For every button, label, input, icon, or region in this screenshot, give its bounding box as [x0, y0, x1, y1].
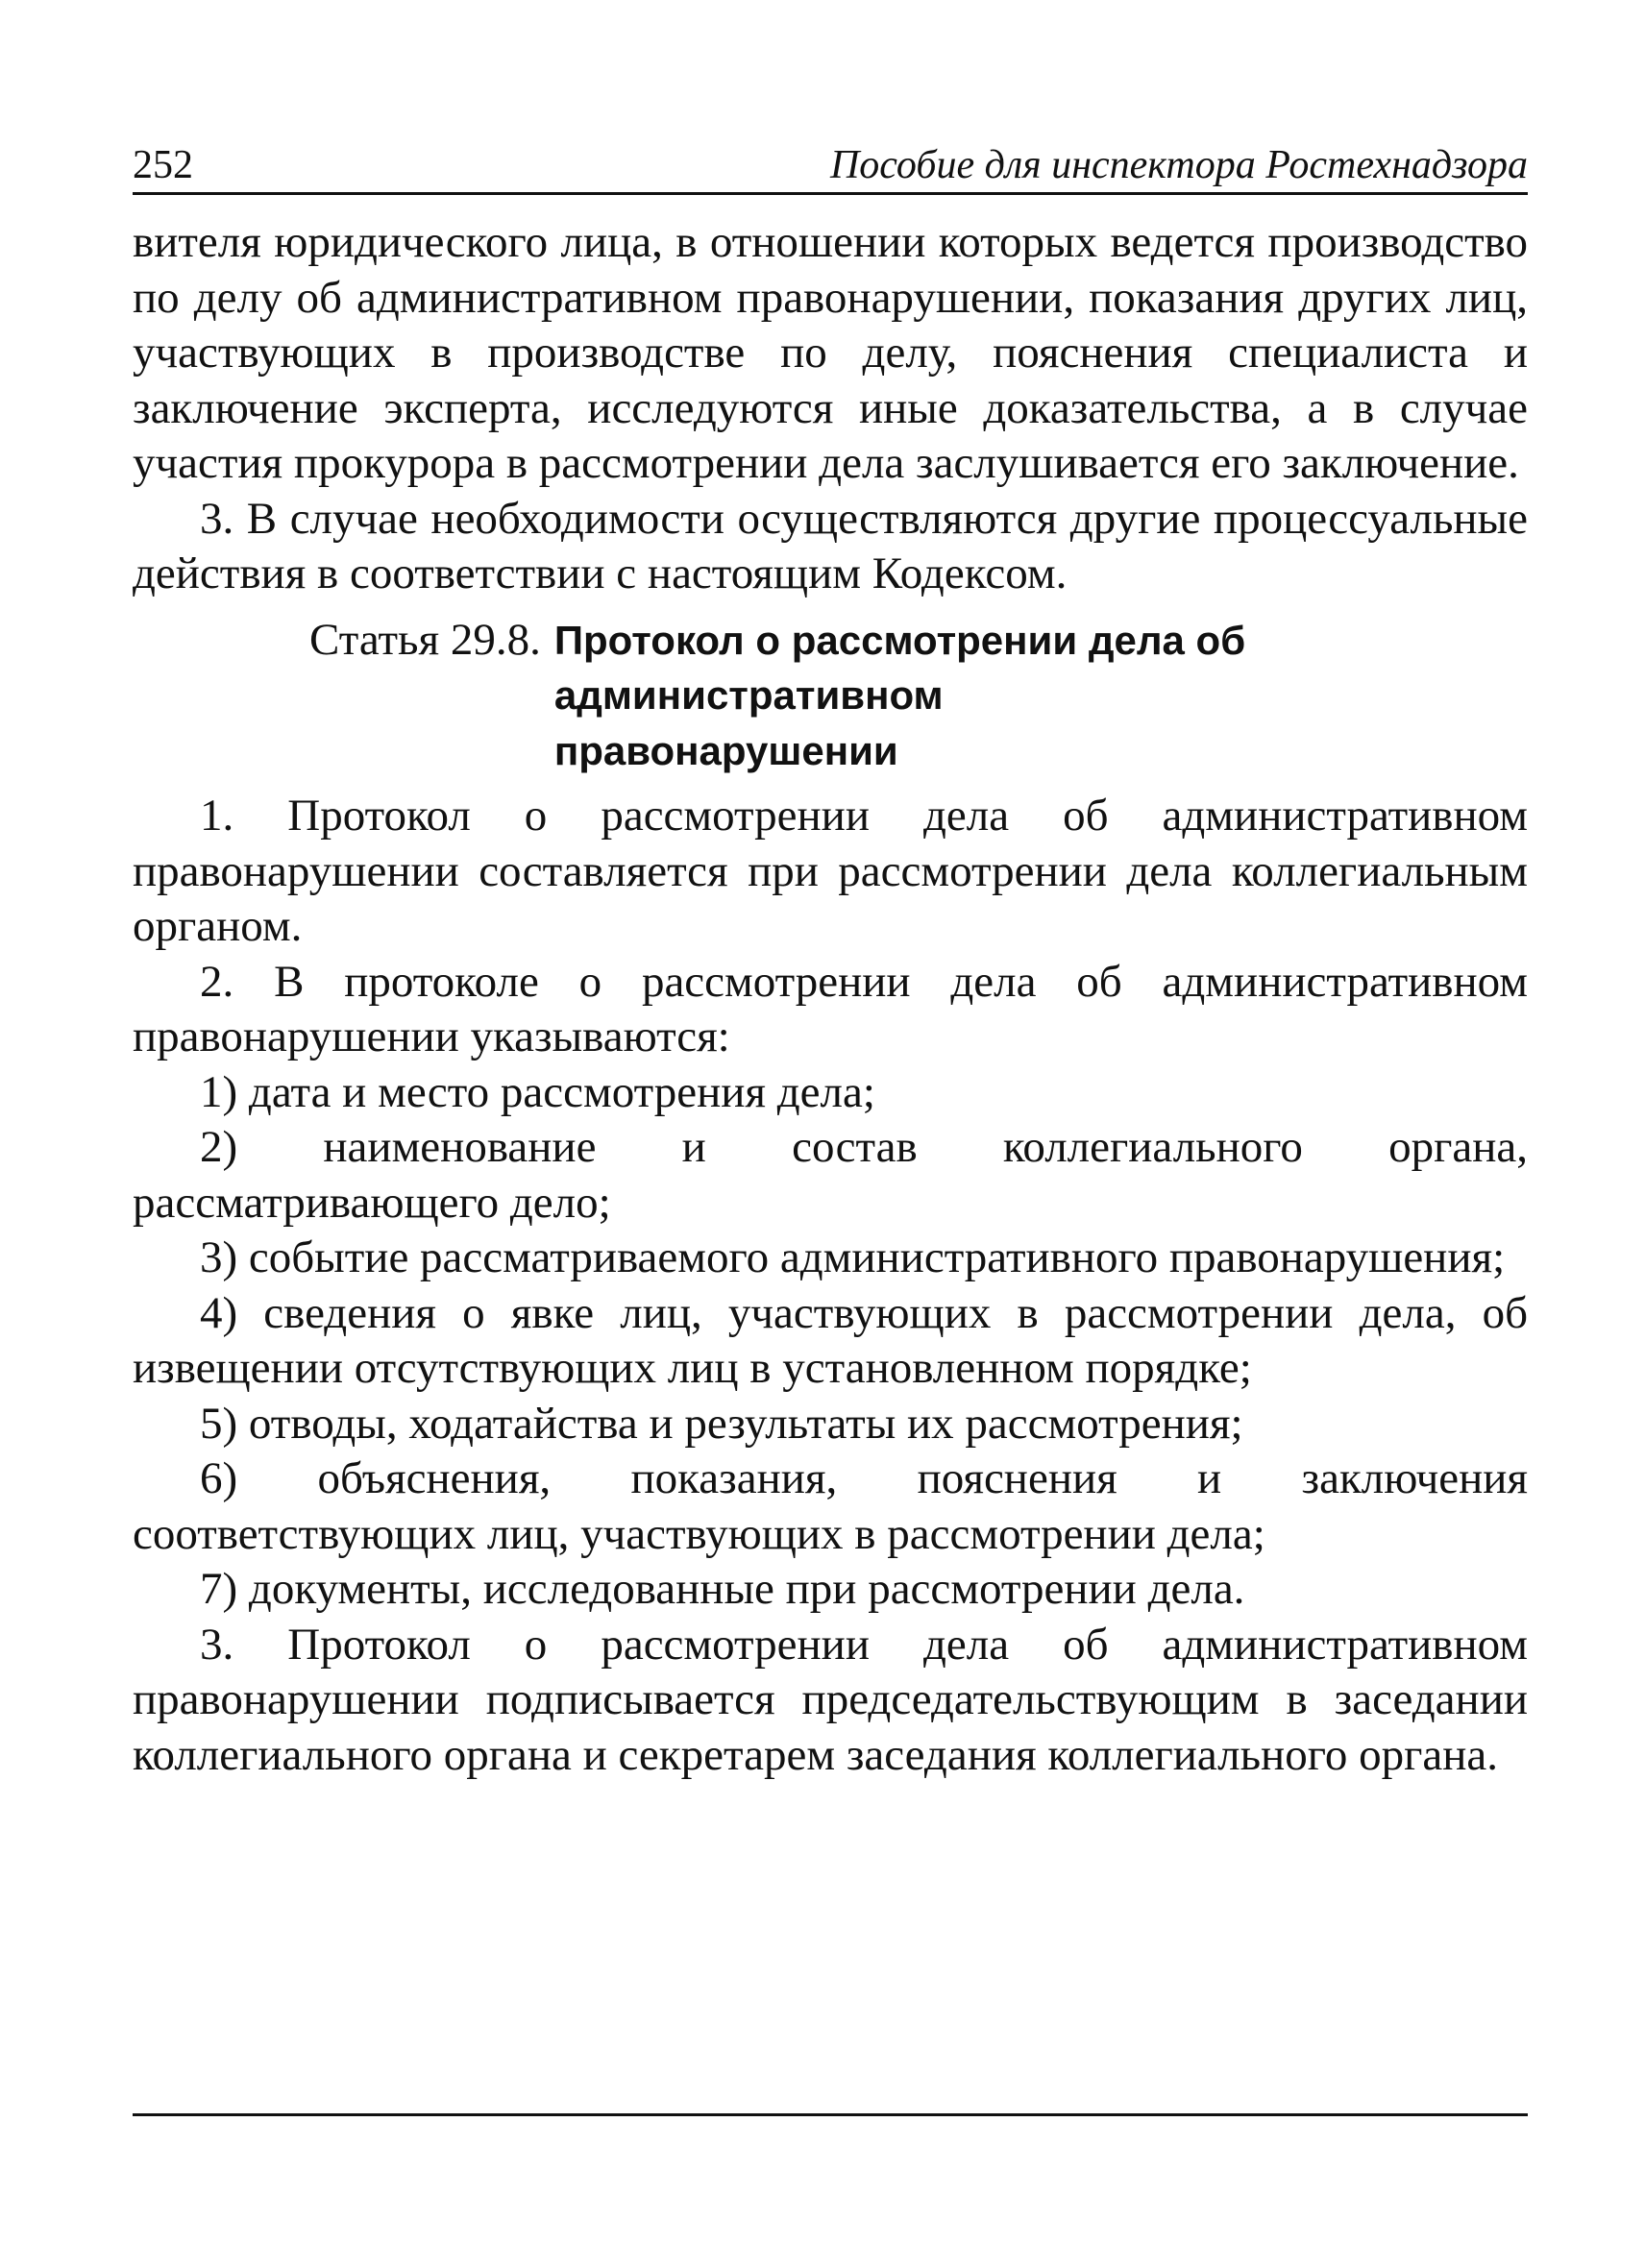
- list-item: 3) событие рассматриваемого административного правонарушения;: [200, 1232, 1506, 1282]
- page-number: 252: [133, 143, 193, 187]
- paragraph: 2. В протоколе о рассмотрении дела об административном правонарушении указываются:: [133, 956, 1528, 1061]
- running-title: Пособие для инспектора Ростехнадзора: [829, 143, 1528, 187]
- list-item: 7) документы, исследованные при рассмотрении дела.: [200, 1564, 1245, 1614]
- list-item: 4) сведения о явке лиц, участвующих в рассмотрении дела, об извещении отсутствующих лиц в установленном порядке;: [133, 1287, 1528, 1393]
- article-title: Протокол о рассмотрении дела об административном правонарушении: [553, 617, 1246, 773]
- article-heading: [309, 613, 1528, 779]
- paragraph: 3. Протокол о рассмотрении дела об административном правонарушении подписывается председательствующим в заседании коллегиального органа и секретарем заседания коллегиального органа.: [133, 1619, 1528, 1780]
- paragraph: 3. В случае необходимости осуществляются другие процессуальные действия в соответствии с настоящим Кодексом.: [133, 493, 1528, 598]
- list-item: 5) отводы, ходатайства и результаты их рассмотрения;: [200, 1398, 1243, 1449]
- paragraph-continuation: вителя юридического лица, в отношении которых ведется производство по делу об административном правонарушении, показания других лиц, участвующих в производстве по делу, пояснения специалиста и заключение эксперта, исследуются иные доказательства, а в случае участия прокурора в рассмотрении дела заслушивается его заключение.: [133, 217, 1528, 488]
- footer-rule: [133, 2113, 1528, 2116]
- page-content: [133, 215, 1528, 1783]
- list-item: 1) дата и место рассмотрения дела;: [200, 1066, 875, 1117]
- article-label: Статья 29.8.: [309, 614, 541, 665]
- page-header: [133, 144, 1528, 195]
- list-item: 6) объяснения, показания, пояснения и заключения соответствующих лиц, участвующих в рассмотрении дела;: [133, 1453, 1528, 1559]
- paragraph: 1. Протокол о рассмотрении дела об административном правонарушении составляется при рассмотрении дела коллегиальным органом.: [133, 791, 1528, 951]
- list-item: 2) наименование и состав коллегиального органа, рассматривающего дело;: [133, 1122, 1528, 1228]
